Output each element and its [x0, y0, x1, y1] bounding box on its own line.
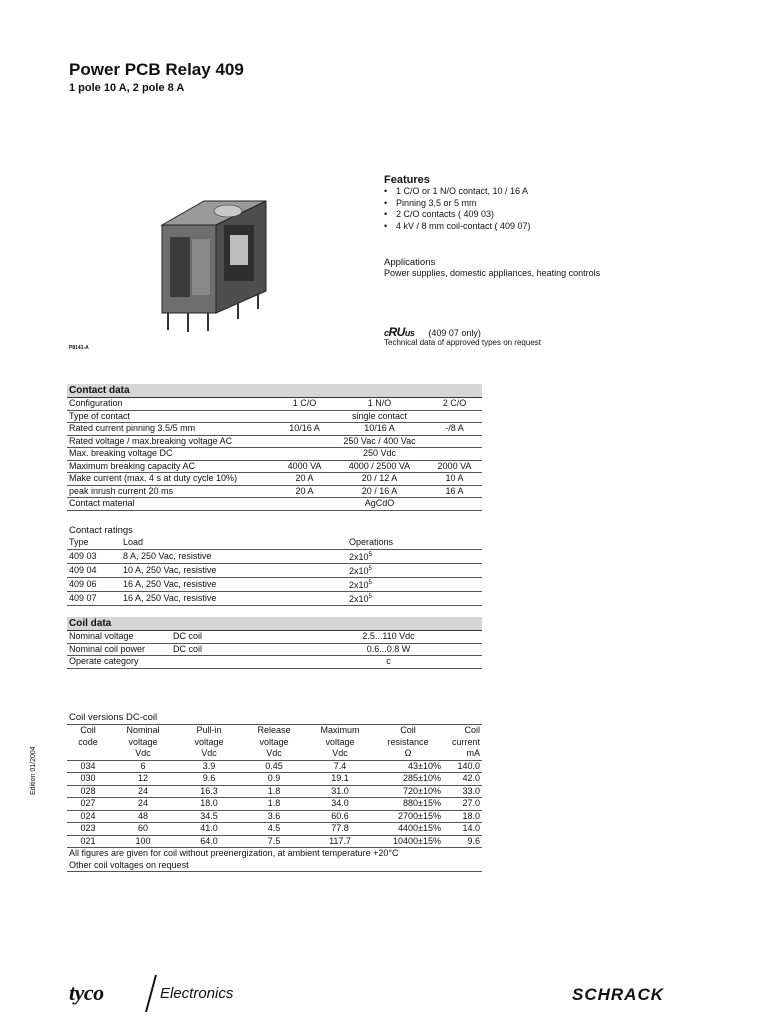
- table-row: 409 06 16 A, 250 Vac, resistive $2x10^5$: [67, 577, 482, 591]
- table-row: 409 04 10 A, 250 Vac, resistive $2x10^5$: [67, 563, 482, 577]
- table-row: Type of contact single contact: [67, 410, 482, 423]
- coil-data-heading: Coil data: [67, 617, 482, 631]
- table-header-row: Type Load Operations: [67, 537, 482, 549]
- table-header-row: code voltage voltage voltage voltage resistance current: [78, 736, 480, 747]
- table-row: Rated voltage / max.breaking voltage AC 250 Vac / 400 Vac: [67, 435, 482, 448]
- table-header-row: Vdc Vdc Vdc Vdc Ω mA: [67, 748, 482, 760]
- feature-item: • 1 C/O or 1 N/O contact, 10 / 16 A: [384, 186, 531, 198]
- approvals-row: [384, 325, 481, 339]
- table-row: peak inrush current 20 ms 20 A 20 / 16 A 16 A: [67, 485, 482, 498]
- tyco-logo: tyco: [69, 980, 104, 1005]
- table-row: Nominal voltage DC coil 2.5...110 Vdc: [67, 631, 482, 644]
- table-row: 021 100 64.0 7.5 117.7 10400±15% 9.6: [67, 835, 482, 848]
- table-row: 030 12 9.6 0.9 19.1 285±10% 42.0: [67, 773, 482, 786]
- contact-ratings-table: [67, 537, 482, 606]
- relay-product-image: [158, 195, 274, 333]
- table-row: Max. breaking voltage DC 250 Vdc: [67, 448, 482, 461]
- contact-data-heading: Contact data: [67, 384, 482, 398]
- cul-us-logo: cRUus: [384, 325, 415, 339]
- coil-versions-table: [67, 724, 482, 872]
- applications-text: Power supplies, domestic appliances, heating controls: [384, 268, 601, 278]
- table-row: Configuration 1 C/O 1 N/O 2 C/O: [67, 398, 482, 411]
- table-row: 409 07 16 A, 250 Vac, resistive $2x10^5$: [67, 591, 482, 605]
- table-row: Nominal coil power DC coil 0.6...0.8 W: [67, 643, 482, 656]
- contact-ratings-heading: Contact ratings: [69, 525, 133, 536]
- logo-divider: [145, 975, 156, 1012]
- features-list: [384, 186, 531, 233]
- figure-code: P8141-A: [69, 345, 89, 351]
- contact-data-table: [67, 384, 482, 511]
- table-note-row: All figures are given for coil without preenergization, at ambient temperature +20°C: [69, 848, 399, 859]
- feature-item: • Pinning 3,5 or 5 mm: [384, 198, 531, 210]
- applications-heading: Applications: [384, 257, 436, 268]
- technical-data-note: Technical data of approved types on request: [384, 338, 541, 347]
- table-row: 024 48 34.5 3.6 60.6 2700±15% 18.0: [67, 810, 482, 823]
- feature-item: • 2 C/O contacts ( 409 03): [384, 209, 531, 221]
- page-title: Power PCB Relay 409: [69, 60, 244, 79]
- page-subtitle: 1 pole 10 A, 2 pole 8 A: [69, 82, 185, 94]
- schrack-logo: SCHRACK: [572, 985, 664, 1004]
- coil-data-table: [67, 617, 482, 669]
- table-note-row: Other coil voltages on request: [67, 860, 482, 872]
- approval-note: (409 07 only): [428, 328, 481, 338]
- table-row: Operate category c: [67, 656, 482, 669]
- table-row: Rated current pinning 3.5/5 mm 10/16 A 10/16 A -/8 A: [67, 423, 482, 436]
- feature-item: • 4 kV / 8 mm coil-contact ( 409 07): [384, 221, 531, 233]
- table-header-row: Coil Nominal Pull-in Release Maximum Coil Coil: [80, 725, 480, 736]
- edition-label: Edition 01/2004: [30, 746, 37, 795]
- features-heading: Features: [384, 174, 430, 186]
- table-row: Make current (max. 4 s at duty cycle 10%) 20 A 20 / 12 A 10 A: [67, 473, 482, 486]
- table-row: 409 03 8 A, 250 Vac, resistive $2x10^5$: [67, 549, 482, 563]
- table-row: 028 24 16.3 1.8 31.0 720±10% 33.0: [67, 785, 482, 798]
- table-row: 023 60 41.0 4.5 77.8 4400±15% 14.0: [67, 823, 482, 836]
- table-row: Maximum breaking capacity AC 4000 VA 4000 / 2500 VA 2000 VA: [67, 460, 482, 473]
- table-row: 027 24 18.0 1.8 34.0 880±15% 27.0: [67, 798, 482, 811]
- electronics-logo-text: Electronics: [160, 985, 234, 1002]
- table-row: Contact material AgCdO: [67, 498, 482, 511]
- table-row: 034 6 3.9 0.45 7.4 43±10% 140.0: [67, 760, 482, 773]
- coil-versions-heading: Coil versions DC-coil: [69, 712, 158, 723]
